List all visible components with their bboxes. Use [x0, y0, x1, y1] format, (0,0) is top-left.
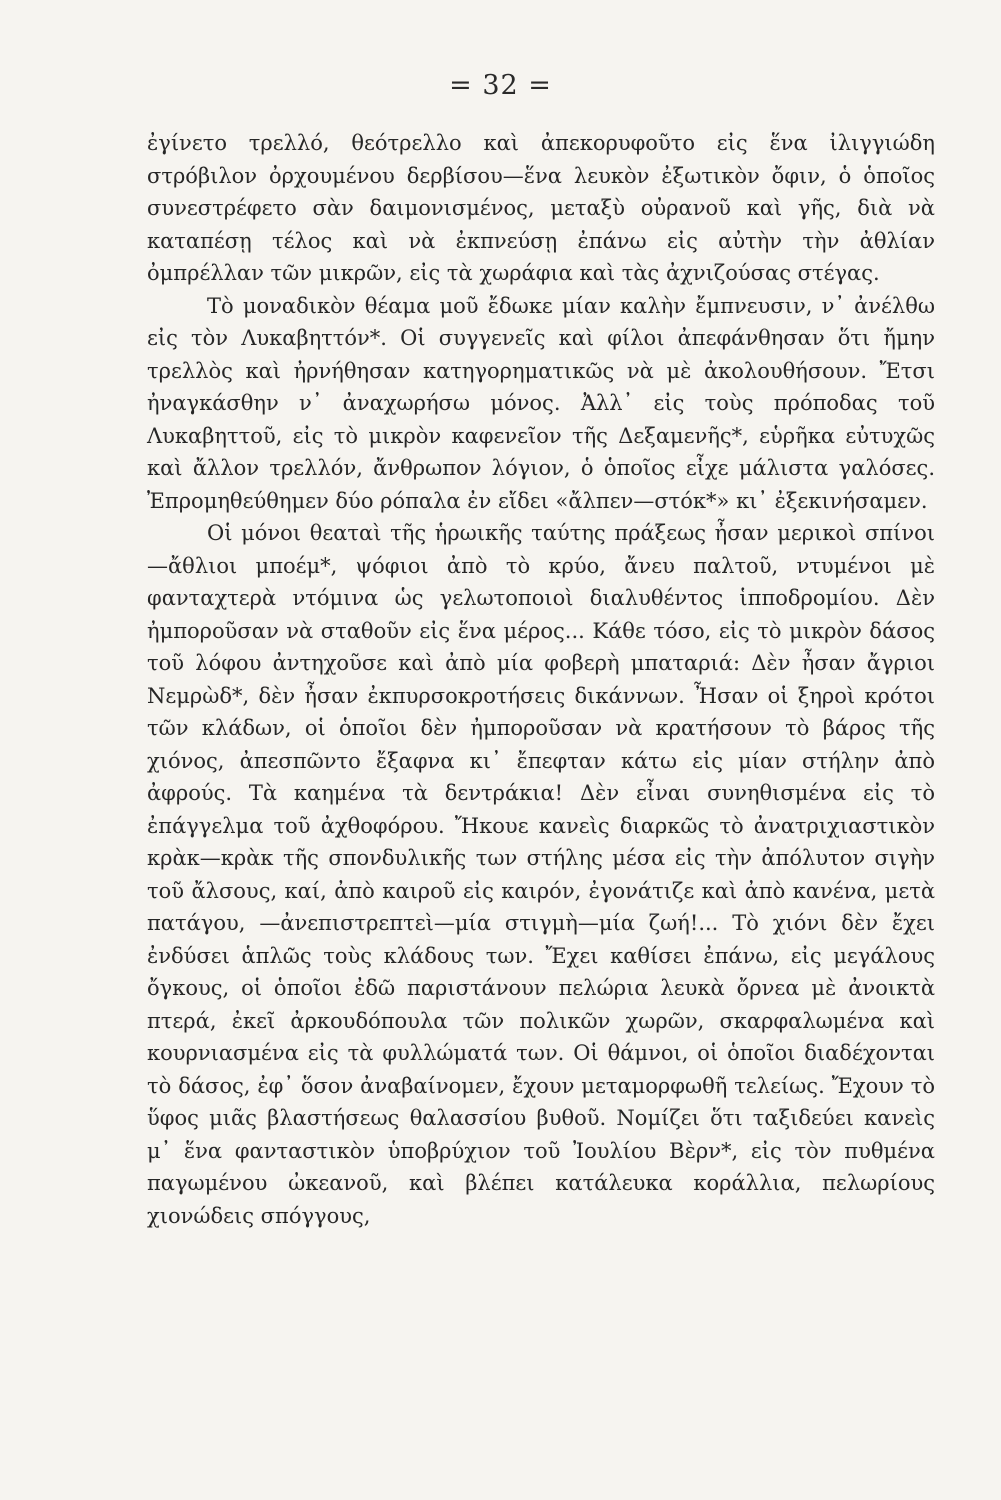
paragraph-spectators: Οἱ μόνοι θεαταὶ τῆς ἡρωικῆς ταύτης πράξεως ἦσαν μερικοὶ σπίνοι—ἄθλιοι μποέμ*, ψόφιοι ἀπὸ τὸ κρύο, ἄνευ παλτοῦ, ντυμένοι μὲ φανταχτερὰ ντόμινα ὡς γελωτοποιοὶ διαλυθέντος ἱπποδρομίου. Δὲν ἠμποροῦσαν νὰ σταθοῦν εἰς ἕνα μέρος... Κάθε τόσο, εἰς τὸ μικρὸν δάσος τοῦ λόφου ἀντηχοῦσε καὶ ἀπὸ μία φοβερὴ μπαταριά: Δὲν ἦσαν ἄγριοι Νεμρὼδ*, δὲν ἦσαν ἐκπυρσοκροτήσεις δικάννων. Ἦσαν οἱ ξηροὶ κρότοι τῶν κλάδων, οἱ ὁποῖοι δὲν ἠμποροῦσαν νὰ κρατήσουν τὸ βάρος τῆς χιόνος, ἀπεσπῶντο ἔξαφνα κι᾽ ἔπεφταν κάτω εἰς μίαν στήλην ἀπὸ ἀφρούς. Τὰ καημένα τὰ δεντράκια! Δὲν εἶναι συνηθισμένα εἰς τὸ ἐπάγγελμα τοῦ ἀχθοφόρου. Ἤκουε κανεὶς διαρκῶς τὸ ἀνατριχιαστικὸν κρὰκ—κρὰκ τῆς σπονδυλικῆς των στήλης μέσα εἰς τὴν ἀπόλυτον σιγὴν τοῦ ἄλσους, καί, ἀπὸ καιροῦ εἰς καιρόν, ἐγονάτιζε καὶ ἀπὸ κανένα, μετὰ πατάγου, —ἀνεπιστρεπτεὶ—μία στιγμὴ—μία ζωή!... Τὸ χιόνι δὲν ἔχει ἐνδύσει ἁπλῶς τοὺς κλάδους των. Ἔχει καθίσει ἐπάνω, εἰς μεγάλους ὄγκους, οἱ ὁποῖοι ἐδῶ παριστάνουν πελώρια λευκὰ ὄρνεα μὲ ἀνοικτὰ πτερά, ἐκεῖ ἀρκουδόπουλα τῶν πολικῶν χωρῶν, σκαρφαλωμένα καὶ κουρνιασμένα εἰς τὰ φυλλώματά των. Οἱ θάμνοι, οἱ ὁποῖοι διαδέχονται τὸ δάσος, ἐφ᾽ ὅσον ἀναβαίνομεν, ἔχουν μεταμορφωθῆ τελείως. Ἔχουν τὸ ὕφος μιᾶς βλαστήσεως θαλασσίου βυθοῦ. Νομίζει ὅτι ταξιδεύει κανεὶς μ᾽ ἕνα φανταστικὸν ὑποβρύχιον τοῦ Ἰουλίου Βὲρν*, εἰς τὸν πυθμένα παγωμένου ὠκεανοῦ, καὶ βλέπει κατάλευκα κοράλλια, πελωρίους χιονώδεις σπόγγους,	[147, 521, 935, 1228]
page-number: = 32 =	[449, 70, 552, 101]
body-text	[147, 127, 935, 1232]
paragraph-lycabettus: Τὸ μοναδικὸν θέαμα μοῦ ἔδωκε μίαν καλὴν ἔμπνευσιν, ν᾽ ἀνέλθω εἰς τὸν Λυκαβηττόν*. Οἱ συγγενεῖς καὶ φίλοι ἀπεφάνθησαν ὅτι ἤμην τρελλὸς καὶ ἠρνήθησαν κατηγορηματικῶς νὰ μὲ ἀκολουθήσουν. Ἔτσι ἠναγκάσθην ν᾽ ἀναχωρήσω μόνος. Ἀλλ᾽ εἰς τοὺς πρόποδας τοῦ Λυκαβηττοῦ, εἰς τὸ μικρὸν καφενεῖον τῆς Δεξαμενῆς*, εὑρῆκα εὐτυχῶς καὶ ἄλλον τρελλόν, ἄνθρωπον λόγιον, ὁ ὁποῖος εἶχε μάλιστα γαλόσες. Ἐπρομηθεύθημεν δύο ρόπαλα ἐν εἴδει «ἄλπεν—στόκ*» κι᾽ ἐξεκινήσαμεν.	[147, 293, 935, 513]
paragraph-continuation: ἐγίνετο τρελλό, θεότρελλο καὶ ἀπεκορυφοῦτο εἰς ἕνα ἰλιγγιώδη στρόβιλον ὀρχουμένου δερβίσου—ἕνα λευκὸν ἐξωτικὸν ὄφιν, ὁ ὁποῖος συνεστρέφετο σὰν δαιμονισμένος, μεταξὺ οὐρανοῦ καὶ γῆς, διὰ νὰ καταπέσῃ τέλος καὶ νὰ ἐκπνεύσῃ ἐπάνω εἰς αὐτὴν τὴν ἀθλίαν ὀμπρέλλαν τῶν μικρῶν, εἰς τὰ χωράφια καὶ τὰς ἀχνιζούσας στέγας.	[147, 131, 935, 285]
